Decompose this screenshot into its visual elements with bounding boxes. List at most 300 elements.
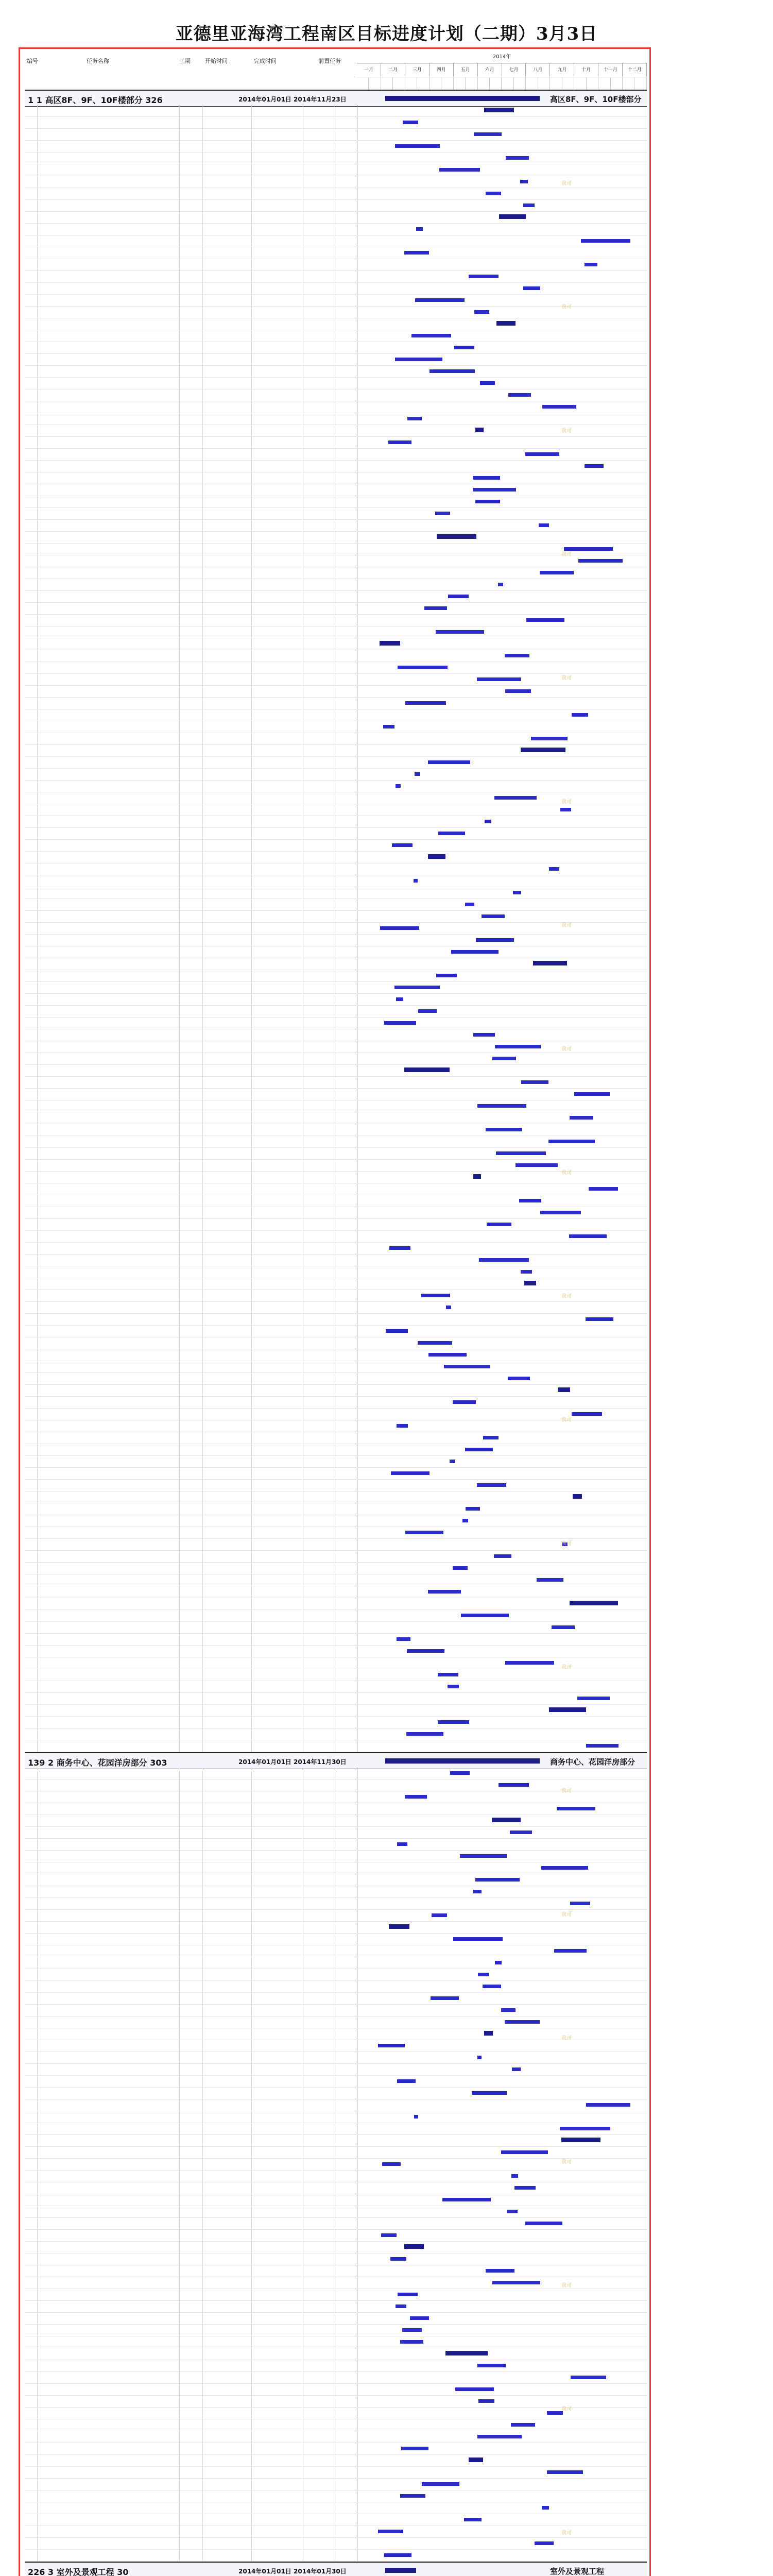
- section-summary-bar: [385, 96, 540, 101]
- table-row: [25, 970, 647, 982]
- table-row: [25, 1053, 647, 1065]
- task-bar: [407, 417, 422, 420]
- watermark: 我司: [561, 2159, 572, 2165]
- task-rows: [25, 90, 647, 2576]
- table-row: [25, 1432, 647, 1444]
- watermark: 我司: [561, 1294, 572, 1299]
- task-bar: [442, 2198, 490, 2201]
- table-row: [25, 188, 647, 200]
- timescale-week: [587, 77, 598, 90]
- table-row: [25, 1969, 647, 1981]
- table-row: [25, 1886, 647, 1898]
- watermark: 我司: [561, 1046, 572, 1052]
- table-row: [25, 1160, 647, 1172]
- table-row: [25, 1780, 647, 1791]
- table-row: [25, 745, 647, 757]
- task-bar: [465, 1448, 493, 1451]
- table-row: [25, 1945, 647, 1957]
- table-row: [25, 1207, 647, 1219]
- timescale-week: [478, 77, 490, 90]
- task-bar: [444, 1365, 490, 1368]
- task-bar: [397, 1424, 408, 1428]
- table-row: [25, 366, 647, 378]
- task-bar: [395, 358, 442, 361]
- task-bar: [547, 2470, 583, 2474]
- task-bar: [437, 534, 476, 539]
- table-row: [25, 935, 647, 946]
- task-bar: [415, 298, 465, 302]
- task-bar: [404, 1067, 450, 1072]
- task-bar: [586, 1744, 619, 1748]
- table-row: [25, 1728, 647, 1740]
- table-row: [25, 1563, 647, 1574]
- table-row: [25, 129, 647, 141]
- table-row: [25, 923, 647, 935]
- watermark: 我司: [561, 552, 572, 557]
- task-bar: [483, 1985, 501, 1988]
- table-row: [25, 1326, 647, 1337]
- task-bar: [574, 1092, 610, 1096]
- table-row: [25, 247, 647, 259]
- table-row: [25, 1803, 647, 1815]
- timescale-week: [357, 77, 369, 90]
- task-bar: [573, 1494, 581, 1499]
- task-bar: [581, 239, 630, 243]
- task-bar: [523, 286, 540, 290]
- table-row: [25, 603, 647, 615]
- task-bar: [453, 1400, 476, 1404]
- table-row: [25, 259, 647, 271]
- timescale-month: 四月: [430, 63, 454, 77]
- task-bar: [586, 1317, 613, 1321]
- task-bar: [525, 2222, 562, 2225]
- table-row: [25, 2490, 647, 2502]
- task-bar: [400, 2340, 423, 2344]
- table-row: [25, 117, 647, 129]
- table-row: [25, 1791, 647, 1803]
- task-bar: [510, 1831, 532, 1834]
- task-bar: [378, 2530, 403, 2533]
- header-predecessor: 前置任务: [318, 58, 341, 64]
- watermark: 我司: [561, 1665, 572, 1670]
- task-bar: [483, 1436, 499, 1439]
- table-row: [25, 2431, 647, 2443]
- table-row: [25, 1219, 647, 1231]
- task-bar: [428, 760, 471, 764]
- task-bar: [507, 2210, 518, 2213]
- task-bar: [406, 1732, 443, 1736]
- table-row: [25, 1302, 647, 1314]
- task-bar: [478, 2399, 494, 2403]
- watermark: 我司: [561, 1170, 572, 1176]
- page-title: 亚德里亚海湾工程南区目标进度计划（二期）3月3日: [175, 24, 598, 44]
- timescale-week: [441, 77, 453, 90]
- watermark: 我司: [561, 923, 572, 928]
- table-row: [25, 1898, 647, 1910]
- table-row: [25, 1266, 647, 1278]
- table-row: [25, 2005, 647, 2016]
- task-bar: [501, 2008, 515, 2012]
- table-row: [25, 1065, 647, 1077]
- task-bar: [570, 1116, 593, 1120]
- watermark: 我司: [561, 304, 572, 310]
- table-row: [25, 1657, 647, 1669]
- section-dates: 2014年01月01日 2014年11月23日: [238, 96, 347, 103]
- table-row: [25, 472, 647, 484]
- timescale-week: [514, 77, 526, 90]
- table-row: [25, 200, 647, 212]
- task-bar: [464, 2518, 482, 2521]
- table-row: [25, 626, 647, 638]
- task-bar: [383, 725, 394, 728]
- task-bar: [511, 2174, 519, 2178]
- task-bar: [382, 2162, 401, 2166]
- table-row: [25, 674, 647, 686]
- timescale-week: [526, 77, 538, 90]
- table-row: [25, 1981, 647, 1993]
- timescale-week: [598, 77, 610, 90]
- task-bar: [473, 1033, 495, 1037]
- table-row: [25, 1361, 647, 1373]
- task-bar: [571, 2376, 606, 2379]
- task-bar: [549, 1707, 586, 1712]
- task-bar: [560, 2127, 610, 2130]
- table-row: [25, 307, 647, 318]
- table-row: [25, 2455, 647, 2467]
- task-bar: [469, 275, 499, 278]
- task-bar: [572, 713, 588, 717]
- table-row: [25, 650, 647, 662]
- timescale-month: 一月: [357, 63, 381, 77]
- table-row: [25, 2242, 647, 2253]
- table-row: [25, 709, 647, 721]
- task-bar: [494, 1554, 511, 1558]
- table-row: [25, 1409, 647, 1420]
- task-bar: [421, 1294, 450, 1297]
- table-row: [25, 164, 647, 176]
- task-bar: [541, 1866, 588, 1870]
- table-row: [25, 1124, 647, 1136]
- table-row: [25, 2514, 647, 2526]
- task-bar: [557, 1807, 595, 1810]
- timescale-week: [550, 77, 562, 90]
- task-bar: [405, 1531, 443, 1534]
- task-bar: [537, 1578, 563, 1582]
- table-row: [25, 2336, 647, 2348]
- table-row: [25, 1874, 647, 1886]
- task-bar: [499, 214, 526, 219]
- table-row: [25, 425, 647, 437]
- table-row: [25, 1827, 647, 1839]
- section-bar-label: 商务中心、花园洋房部分: [550, 1757, 635, 1767]
- table-row: [25, 1018, 647, 1029]
- table-row: [25, 295, 647, 307]
- task-bar: [462, 1519, 468, 1522]
- task-bar: [521, 1080, 548, 1084]
- table-row: [25, 567, 647, 579]
- task-bar: [508, 1377, 530, 1380]
- task-bar: [560, 808, 571, 811]
- task-bar: [469, 2458, 483, 2462]
- table-row: [25, 2040, 647, 2052]
- task-bar: [403, 121, 418, 124]
- table-row: [25, 1444, 647, 1456]
- timescale-week: [634, 77, 646, 90]
- table-row: [25, 1815, 647, 1827]
- task-bar: [496, 321, 516, 326]
- table-row: [25, 413, 647, 425]
- task-bar: [448, 1685, 459, 1688]
- task-bar: [535, 2541, 554, 2545]
- task-bar: [552, 1625, 575, 1629]
- table-row: [25, 532, 647, 544]
- task-bar: [392, 843, 413, 847]
- table-row: [25, 982, 647, 994]
- table-row: [25, 1717, 647, 1728]
- table-row: [25, 946, 647, 958]
- table-row: [25, 875, 647, 887]
- table-row: [25, 2408, 647, 2419]
- section-summary-bar: [385, 1758, 540, 1764]
- task-bar: [540, 571, 574, 574]
- table-row: [25, 1278, 647, 1290]
- table-row: [25, 354, 647, 366]
- task-bar: [465, 903, 474, 906]
- section-bar-label: 室外及景观工程: [550, 2567, 605, 2576]
- table-row: [25, 2348, 647, 2360]
- task-bar: [407, 1649, 444, 1653]
- task-bar: [400, 2494, 425, 2498]
- table-row: [25, 1681, 647, 1693]
- table-row: [25, 401, 647, 413]
- task-bar: [453, 1566, 468, 1570]
- table-row: [25, 555, 647, 567]
- task-bar: [394, 986, 439, 989]
- table-row: [25, 994, 647, 1006]
- task-bar: [523, 204, 535, 207]
- table-row: [25, 318, 647, 330]
- table-row: [25, 224, 647, 235]
- table-row: [25, 1851, 647, 1862]
- task-bar: [439, 168, 479, 172]
- table-row: [25, 2289, 647, 2301]
- table-row: [25, 1420, 647, 1432]
- task-bar: [495, 1045, 541, 1048]
- task-bar: [547, 2411, 563, 2415]
- table-row: [25, 2088, 647, 2099]
- task-bar: [585, 464, 604, 468]
- task-bar: [438, 1720, 469, 1724]
- table-row: [25, 1646, 647, 1657]
- timescale-month: 三月: [405, 63, 430, 77]
- table-row: [25, 508, 647, 520]
- timescale-week: [574, 77, 586, 90]
- table-row: [25, 840, 647, 852]
- task-bar: [450, 1460, 455, 1463]
- timescale-months: [357, 63, 647, 77]
- task-bar: [477, 2435, 522, 2438]
- task-bar: [542, 405, 577, 409]
- task-bar: [561, 2138, 600, 2142]
- task-bar: [554, 1949, 587, 1953]
- task-bar: [484, 2031, 492, 2036]
- timescale-month: 七月: [502, 63, 526, 77]
- header-id: 编号: [27, 58, 38, 64]
- table-row: [25, 1255, 647, 1266]
- watermark: 我司: [561, 1912, 572, 1918]
- task-bar: [482, 914, 505, 918]
- task-bar: [415, 772, 420, 776]
- timescale-month: 六月: [478, 63, 502, 77]
- table-row: [25, 2538, 647, 2550]
- table-row: [25, 2277, 647, 2289]
- table-row: [25, 461, 647, 472]
- task-bar: [432, 1913, 447, 1917]
- task-bar: [558, 1387, 570, 1392]
- task-bar: [501, 2150, 547, 2154]
- task-bar: [405, 701, 446, 705]
- task-bar: [414, 2115, 418, 2119]
- table-row: [25, 2147, 647, 2159]
- table-row: [25, 1669, 647, 1681]
- task-bar: [486, 2269, 514, 2273]
- task-bar: [380, 926, 419, 930]
- table-row: [25, 544, 647, 555]
- table-row: [25, 1029, 647, 1041]
- task-bar: [418, 1009, 436, 1013]
- task-bar: [448, 595, 469, 598]
- timescale-month: 二月: [381, 63, 405, 77]
- table-row: [25, 615, 647, 626]
- task-bar: [391, 1471, 430, 1475]
- task-bar: [549, 867, 559, 871]
- task-bar: [416, 227, 423, 231]
- task-bar: [418, 1341, 452, 1345]
- task-bar: [487, 1223, 511, 1226]
- table-row: [25, 1934, 647, 1945]
- table-row: [25, 2372, 647, 2384]
- task-bar: [428, 854, 446, 859]
- timescale-month: 八月: [526, 63, 550, 77]
- table-row: [25, 1468, 647, 1480]
- task-bar: [486, 1128, 522, 1131]
- task-bar: [428, 1590, 461, 1594]
- table-row: [25, 330, 647, 342]
- task-bar: [414, 879, 418, 883]
- table-row: [25, 1349, 647, 1361]
- table-row: [25, 1993, 647, 2005]
- task-bar: [384, 1021, 416, 1025]
- table-row: [25, 105, 647, 117]
- task-bar: [586, 2103, 631, 2107]
- table-row: [25, 792, 647, 804]
- task-bar: [499, 1783, 529, 1787]
- timescale-month: 五月: [454, 63, 478, 77]
- task-bar: [476, 938, 514, 942]
- table-row: [25, 212, 647, 224]
- section-title: 226 3 室外及景观工程 30: [28, 2567, 129, 2576]
- task-bar: [548, 1140, 595, 1143]
- task-bar: [505, 1661, 554, 1665]
- task-bar: [474, 132, 502, 136]
- table-row: [25, 816, 647, 828]
- task-bar: [505, 654, 529, 657]
- table-row: [25, 1740, 647, 1752]
- task-bar: [572, 1412, 602, 1416]
- table-row: [25, 1768, 647, 1780]
- task-bar: [539, 523, 549, 527]
- table-row: [25, 1910, 647, 1922]
- table-row: [25, 2182, 647, 2194]
- task-bar: [396, 997, 403, 1001]
- task-bar: [511, 2423, 535, 2427]
- table-header: [25, 52, 647, 90]
- task-bar: [445, 2351, 488, 2355]
- task-bar: [542, 2506, 549, 2510]
- task-bar: [505, 689, 531, 693]
- table-row: [25, 152, 647, 164]
- table-row: [25, 1456, 647, 1468]
- table-row: [25, 1195, 647, 1207]
- task-bar: [492, 2281, 540, 2284]
- table-row: [25, 721, 647, 733]
- task-bar: [475, 428, 484, 432]
- task-bar: [578, 559, 622, 563]
- timescale-year: 2014年: [357, 52, 647, 63]
- section-row: [25, 90, 647, 107]
- header-duration: 工期: [179, 58, 191, 64]
- task-bar: [405, 1795, 427, 1799]
- task-bar: [398, 666, 448, 669]
- watermark: 我司: [561, 181, 572, 187]
- section-title: 1 1 高区8F、9F、10F楼部分 326: [28, 95, 163, 105]
- task-bar: [422, 2482, 460, 2486]
- watermark: 我司: [561, 2530, 572, 2536]
- task-bar: [411, 334, 452, 337]
- gantt-sheet: [25, 52, 647, 2576]
- task-bar: [473, 488, 516, 492]
- watermark: 我司: [561, 1541, 572, 1547]
- task-bar: [386, 1329, 408, 1333]
- task-bar: [569, 1234, 607, 1238]
- task-bar: [381, 2233, 397, 2237]
- timescale: [357, 52, 647, 90]
- table-row: [25, 2076, 647, 2088]
- table-row: [25, 1172, 647, 1183]
- task-bar: [395, 144, 440, 148]
- table-row: [25, 2384, 647, 2396]
- table-row: [25, 1492, 647, 1503]
- table-row: [25, 2550, 647, 2562]
- timescale-week: [562, 77, 574, 90]
- table-row: [25, 1290, 647, 1302]
- timescale-month: 十二月: [623, 63, 647, 77]
- table-row: [25, 638, 647, 650]
- table-row: [25, 2064, 647, 2076]
- section-summary-bar: [385, 2568, 416, 2573]
- watermark: 我司: [561, 1788, 572, 1794]
- table-row: [25, 1503, 647, 1515]
- task-bar: [401, 2447, 428, 2450]
- table-row: [25, 1183, 647, 1195]
- table-row: [25, 449, 647, 461]
- table-row: [25, 437, 647, 449]
- table-row: [25, 2443, 647, 2455]
- table-row: [25, 769, 647, 781]
- table-row: [25, 852, 647, 863]
- table-row: [25, 2526, 647, 2538]
- task-bar: [506, 156, 529, 160]
